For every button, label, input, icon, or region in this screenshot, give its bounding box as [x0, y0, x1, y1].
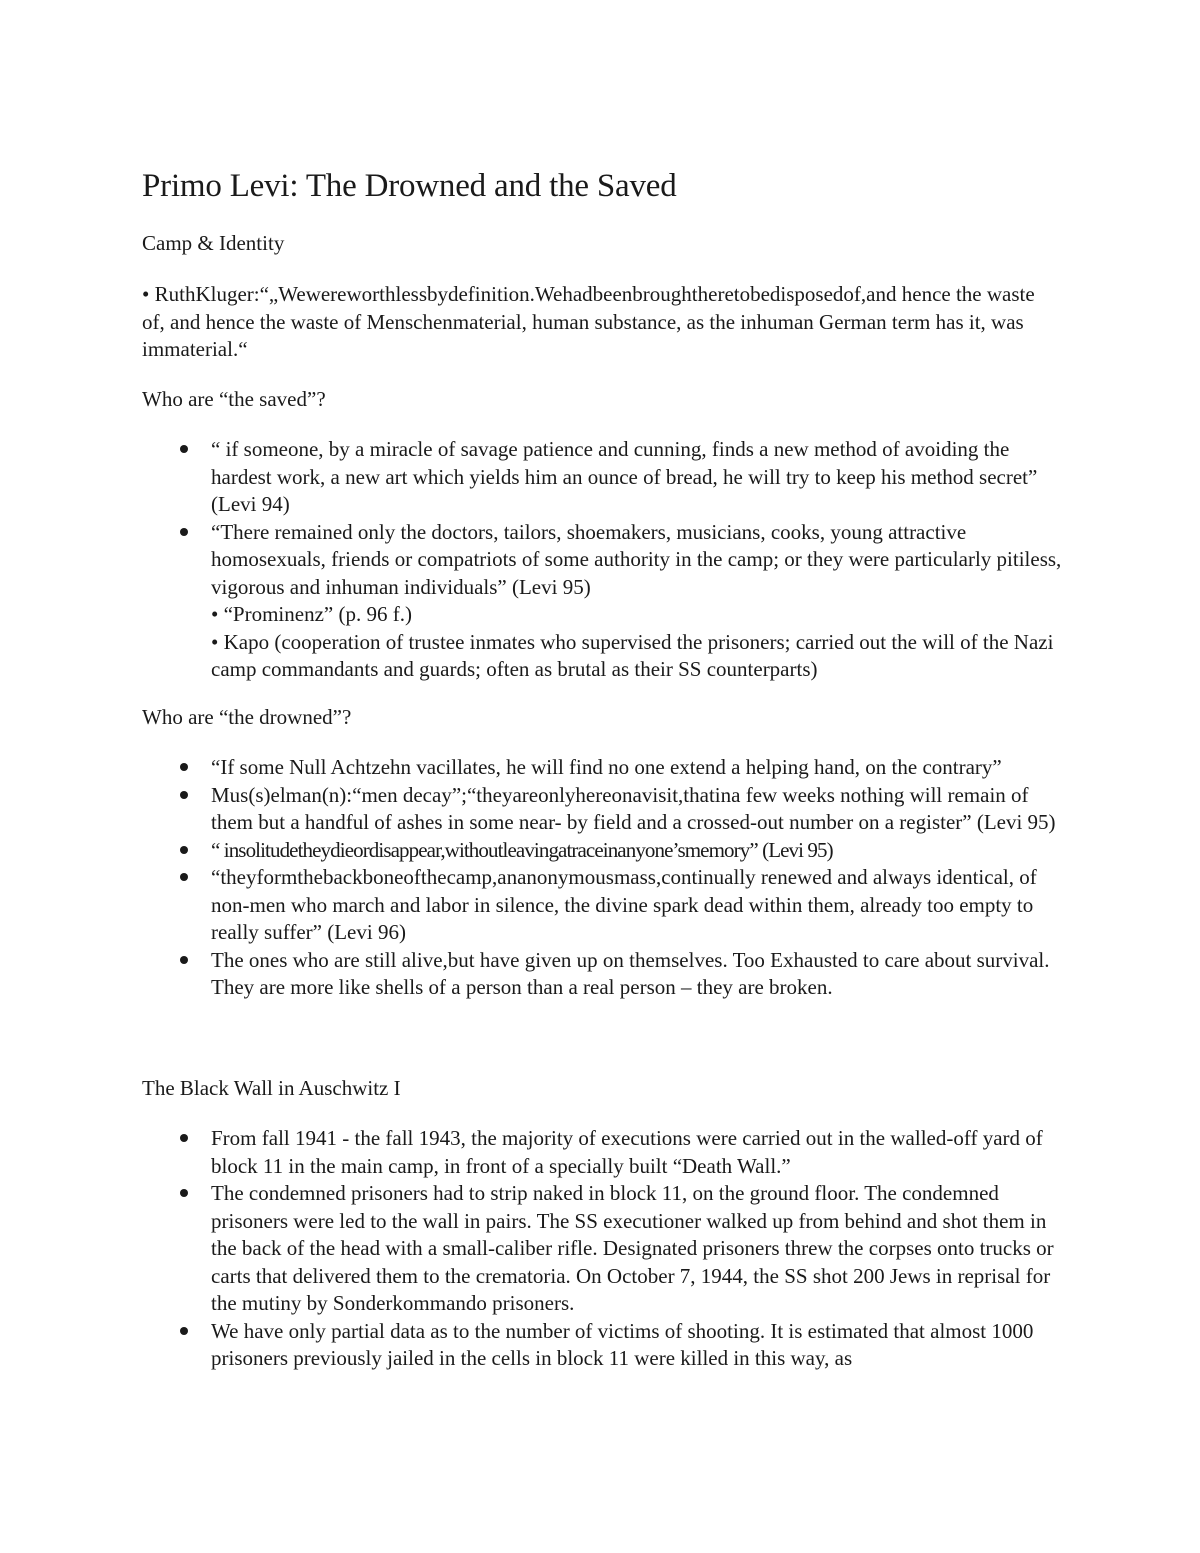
section-heading-drowned: Who are “the drowned”?: [142, 705, 352, 729]
bullet-dot: [180, 956, 188, 964]
bullet-dot: [180, 873, 188, 881]
list-item: [142, 864, 1062, 947]
drowned-list: [142, 754, 1062, 1002]
list-item: [142, 436, 1062, 519]
section-heading-camp-identity: Camp & Identity: [142, 231, 285, 255]
bullet-dot: [180, 763, 188, 771]
list-item-text: From fall 1941 - the fall 1943, the majority of executions were carried out in the walled-off yard of block 11 in the main camp, in front of a specially built “Death Wall.”: [211, 1126, 1043, 1178]
list-item: [142, 837, 1062, 865]
list-item: [142, 1125, 1062, 1180]
sub-item-kapo: • Kapo (cooperation of trustee inmates who supervised the prisoners; carried out the will of the Nazi camp commandants and guards; often as brutal as their SS counterparts): [211, 629, 1054, 681]
list-item: [142, 1318, 1062, 1373]
bullet-dot: [180, 1189, 188, 1197]
section-heading-black-wall: The Black Wall in Auschwitz I: [142, 1076, 401, 1100]
list-item: [142, 519, 1062, 684]
list-item-text: The condemned prisoners had to strip naked in block 11, on the ground floor. The condemned prisoners were led to the wall in pairs. The SS executioner walked up from behind and shot them in the back of the head with a small-caliber rifle. Designated prisoners threw the corpses onto trucks or carts that delivered them to the crematoria. On October 7, 1944, the SS shot 200 Jews in reprisal for the mutiny by Sonderkommando prisoners.: [211, 1181, 1054, 1315]
list-item-text: “ if someone, by a miracle of savage patience and cunning, finds a new method of avoiding the hardest work, a new art which yields him an ounce of bread, he will try to keep his method secret” (Levi 94): [211, 437, 1038, 516]
list-item: [142, 1180, 1062, 1318]
kluger-quote: • RuthKluger:“„Wewereworthlessbydefinition.Wehadbeenbroughtheretobedisposedof,and hence the waste of, and hence the waste of Menschenmaterial, human substance, as the inhuman German term has it, was immaterial.“: [142, 282, 1035, 361]
list-item: [142, 947, 1062, 1002]
sub-item-prominenz: • “Prominenz” (p. 96 f.): [211, 602, 412, 626]
section-heading-saved: Who are “the saved”?: [142, 387, 326, 411]
list-item-text: The ones who are still alive,but have given up on themselves. Too Exhausted to care about survival. They are more like shells of a person than a real person – they are broken.: [211, 947, 1050, 999]
list-item: [142, 782, 1062, 837]
bullet-dot: [180, 528, 188, 536]
bullet-dot: [180, 791, 188, 799]
bullet-dot: [180, 846, 188, 854]
bullet-dot: [180, 1327, 188, 1335]
list-item-text: Mus(s)elman(n):“men decay”;“theyareonlyhereonavisit,thatina few weeks nothing will remain of them but a handful of ashes in some near- by field and a crossed-out number on a register” (Levi 95): [211, 782, 1056, 834]
bullet-dot: [180, 1134, 188, 1142]
document-title: Primo Levi: The Drowned and the Saved: [142, 168, 677, 204]
black-wall-list: [142, 1125, 1062, 1373]
list-item-text: “theyformthebackboneofthecamp,ananonymousmass,continually renewed and always identical, of non-men who march and labor in silence, the divine spark dead within them, already too empty to really suffer” (Levi 96): [211, 865, 1037, 944]
list-item: [142, 754, 1062, 782]
saved-list: [142, 436, 1062, 684]
list-item-text: We have only partial data as to the number of victims of shooting. It is estimated that almost 1000 prisoners previously jailed in the cells in block 11 were killed in this way, as: [211, 1318, 1034, 1370]
list-item-text: “There remained only the doctors, tailors, shoemakers, musicians, cooks, young attractive homosexuals, friends or compatriots of some authority in the camp; or they were particularly pitiless, vigorous and inhuman individuals” (Levi 95): [211, 519, 1062, 599]
list-item-text: “ insolitudetheydieordisappear,withoutleavingatraceinanyone’smemory” (Levi 95): [211, 837, 833, 862]
bullet-dot: [180, 445, 188, 453]
list-item-text: “If some Null Achtzehn vacillates, he will find no one extend a helping hand, on the contrary”: [211, 755, 1002, 779]
